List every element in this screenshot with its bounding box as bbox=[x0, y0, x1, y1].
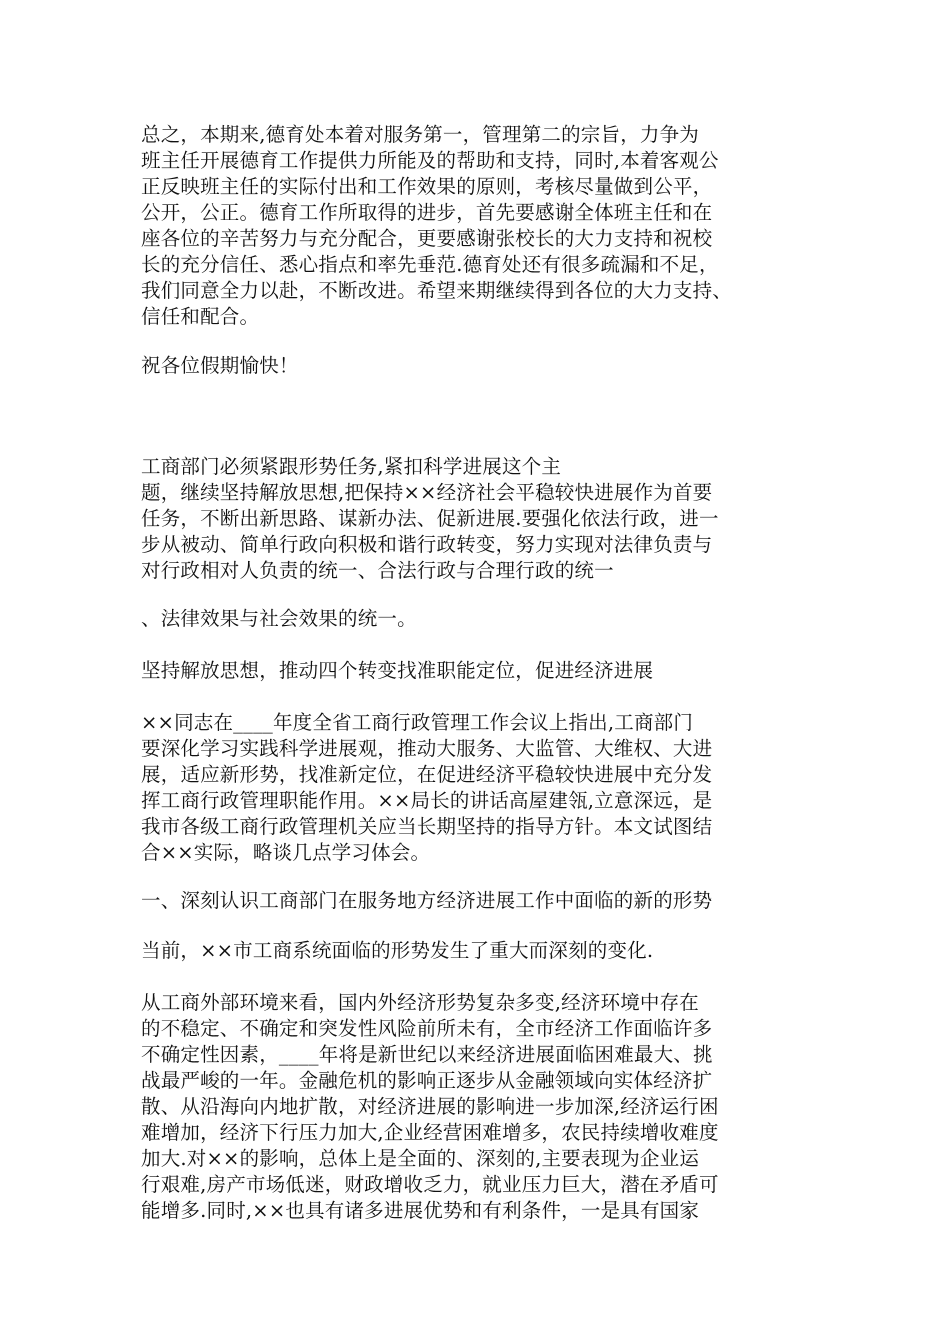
text-line: 题，继续坚持解放思想,把保持××经济社会平稳较快进展作为首要 bbox=[141, 481, 713, 504]
text-line: 当前，××市工商系统面临的形势发生了重大而深刻的变化. bbox=[141, 939, 654, 962]
text-line: 步从被动、简单行政向积极和谐行政转变，努力实现对法律负责与 bbox=[141, 533, 713, 556]
text-line: 对行政相对人负责的统一、合法行政与合理行政的统一 bbox=[141, 559, 614, 582]
text-line: 任务，不断出新思路、谋新办法、促新进展.要强化依法行政，进一 bbox=[141, 507, 719, 530]
text-line: 不确定性因素，____年将是新世纪以来经济进展面临困难最大、挑 bbox=[141, 1043, 713, 1066]
text-line: 祝各位假期愉快！ bbox=[141, 354, 299, 377]
text-line: 战最严峻的一年。金融危机的影响正逐步从金融领域向实体经济扩 bbox=[141, 1069, 713, 1092]
text-line: 总之，本期来,德育处本着对服务第一，管理第二的宗旨，力争为 bbox=[141, 123, 699, 146]
text-line: 我市各级工商行政管理机关应当长期坚持的指导方针。本文试图结 bbox=[141, 815, 713, 838]
text-line: 的不稳定、不确定和突发性风险前所未有，全市经济工作面临许多 bbox=[141, 1017, 713, 1040]
text-line: 挥工商行政管理职能作用。××局长的讲话高屋建瓴,立意深远，是 bbox=[141, 789, 713, 812]
text-line: 长的充分信任、悉心指点和率先垂范.德育处还有很多疏漏和不足， bbox=[141, 253, 719, 276]
text-line: ××同志在____年度全省工商行政管理工作会议上指出,工商部门 bbox=[141, 711, 694, 734]
text-line: 能增多.同时,××也具有诸多进展优势和有利条件，一是具有国家 bbox=[141, 1199, 700, 1222]
text-line: 一、深刻认识工商部门在服务地方经济进展工作中面临的新的形势 bbox=[141, 889, 713, 912]
text-line: 散、从沿海向内地扩散，对经济进展的影响进一步加深,经济运行困 bbox=[141, 1095, 719, 1118]
text-line: 展，适应新形势，找准新定位，在促进经济平稳较快进展中充分发 bbox=[141, 763, 713, 786]
text-line: 班主任开展德育工作提供力所能及的帮助和支持，同时,本着客观公 bbox=[141, 149, 719, 172]
text-line: 信任和配合。 bbox=[141, 305, 260, 328]
text-line: 正反映班主任的实际付出和工作效果的原则，考核尽量做到公平， bbox=[141, 175, 713, 198]
text-line: 行艰难,房产市场低迷，财政增收乏力，就业压力巨大，潜在矛盾可 bbox=[141, 1173, 719, 1196]
text-line: 公开，公正。德育工作所取得的进步，首先要感谢全体班主任和在 bbox=[141, 201, 713, 224]
text-line: 我们同意全力以赴，不断改进。希望来期继续得到各位的大力支持、 bbox=[141, 279, 733, 302]
text-line: 加大.对××的影响，总体上是全面的、深刻的,主要表现为企业运 bbox=[141, 1147, 700, 1170]
text-line: 工商部门必须紧跟形势任务,紧扣科学进展这个主 bbox=[141, 455, 562, 478]
text-line: 难增加，经济下行压力加大,企业经营困难增多，农民持续增收难度 bbox=[141, 1121, 719, 1144]
text-line: 座各位的辛苦努力与充分配合，更要感谢张校长的大力支持和祝校 bbox=[141, 227, 713, 250]
text-line: 从工商外部环境来看，国内外经济形势复杂多变,经济环境中存在 bbox=[141, 991, 699, 1014]
text-line: 要深化学习实践科学进展观，推动大服务、大监管、大维权、大进 bbox=[141, 737, 713, 760]
text-line: 合××实际，略谈几点学习体会。 bbox=[141, 841, 431, 864]
text-line: 坚持解放思想，推动四个转变找准职能定位，促进经济进展 bbox=[141, 659, 654, 682]
text-line: 、法律效果与社会效果的统一。 bbox=[141, 607, 417, 630]
